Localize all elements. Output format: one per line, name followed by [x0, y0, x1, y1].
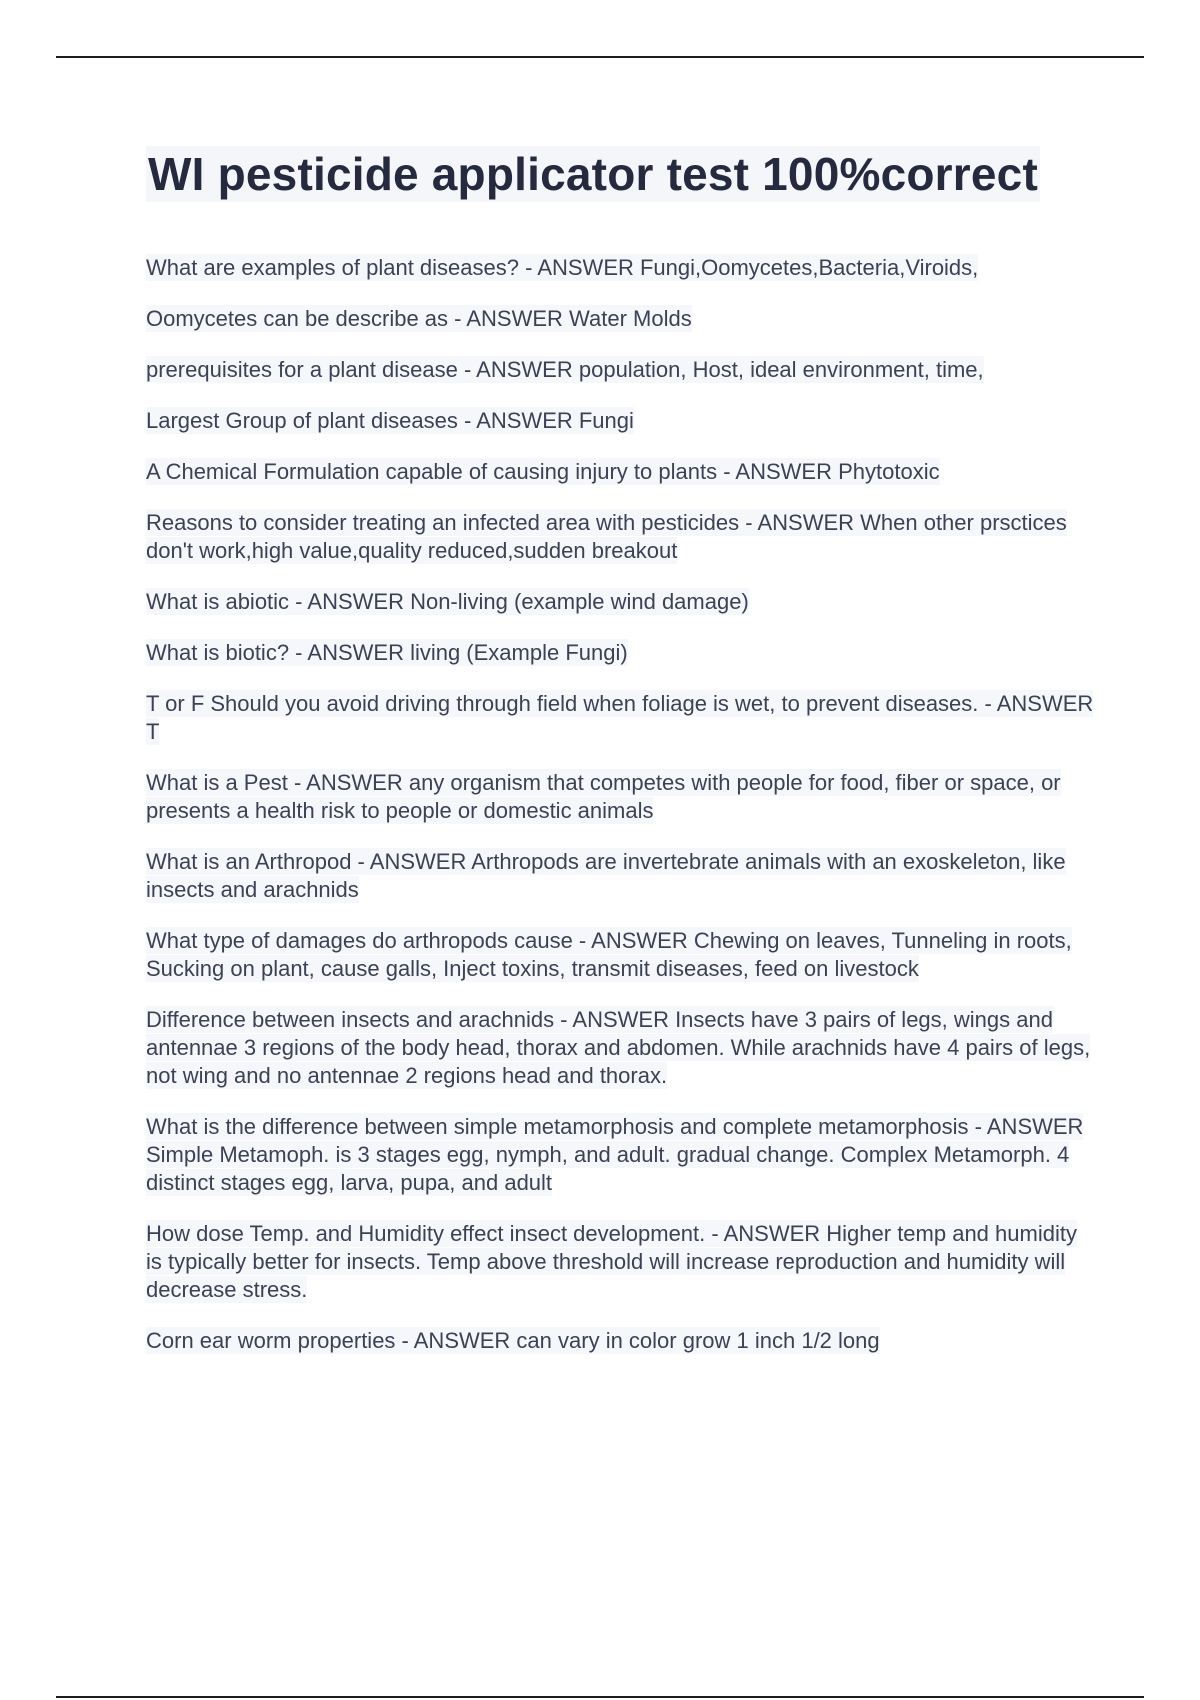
- qa-text: A Chemical Formulation capable of causing injury to plants - ANSWER Phytotoxic: [146, 459, 940, 484]
- qa-item: [146, 305, 1096, 333]
- qa-item: [146, 690, 1096, 746]
- qa-item: [146, 458, 1096, 486]
- qa-text: What are examples of plant diseases? - ANSWER Fungi,Oomycetes,Bacteria,Viroids,: [146, 255, 979, 280]
- qa-text: What is a Pest - ANSWER any organism that competes with people for food, fiber or space, or presents a health risk to people or domestic animals: [146, 770, 1061, 823]
- qa-item: [146, 927, 1096, 983]
- qa-text: prerequisites for a plant disease - ANSWER population, Host, ideal environment, time,: [146, 357, 984, 382]
- qa-text: Largest Group of plant diseases - ANSWER Fungi: [146, 408, 634, 433]
- qa-text: What type of damages do arthropods cause - ANSWER Chewing on leaves, Tunneling in roots, Sucking on plant, cause galls, Inject toxins, transmit diseases, feed on livestock: [146, 928, 1072, 981]
- qa-list: [146, 254, 1096, 1378]
- qa-item: [146, 1113, 1096, 1197]
- qa-item: [146, 639, 1096, 667]
- qa-text: What is biotic? - ANSWER living (Example Fungi): [146, 640, 628, 665]
- qa-item: [146, 1327, 1096, 1355]
- qa-text: Difference between insects and arachnids - ANSWER Insects have 3 pairs of legs, wings and antennae 3 regions of the body head, thorax and abdomen. While arachnids have 4 pairs of legs, not wing and no antennae 2 regions head and thorax.: [146, 1007, 1091, 1088]
- qa-text: Corn ear worm properties - ANSWER can vary in color grow 1 inch 1/2 long: [146, 1328, 880, 1353]
- qa-item: [146, 509, 1096, 565]
- qa-text: Reasons to consider treating an infected area with pesticides - ANSWER When other prsctices don't work,high value,quality reduced,sudden breakout: [146, 510, 1067, 563]
- header-rule: [56, 56, 1144, 58]
- qa-text: What is an Arthropod - ANSWER Arthropods are invertebrate animals with an exoskeleton, like insects and arachnids: [146, 849, 1066, 902]
- qa-item: [146, 1220, 1096, 1304]
- document-title: WI pesticide applicator test 100%correct: [148, 148, 1038, 200]
- qa-item: [146, 588, 1096, 616]
- qa-item: [146, 407, 1096, 435]
- qa-item: [146, 769, 1096, 825]
- qa-item: [146, 356, 1096, 384]
- qa-text: Oomycetes can be describe as - ANSWER Water Molds: [146, 306, 692, 331]
- qa-text: What is abiotic - ANSWER Non-living (example wind damage): [146, 589, 749, 614]
- qa-text: What is the difference between simple metamorphosis and complete metamorphosis - ANSWER Simple Metamoph. is 3 stages egg, nymph, and adult. gradual change. Complex Metamorph. 4 distinct stages egg, larva, pupa, and adult: [146, 1114, 1084, 1195]
- qa-item: [146, 1006, 1096, 1090]
- footer-rule: [56, 1696, 1144, 1698]
- qa-text: T or F Should you avoid driving through field when foliage is wet, to prevent diseases. - ANSWER T: [146, 691, 1094, 744]
- qa-item: [146, 254, 1096, 282]
- qa-item: [146, 848, 1096, 904]
- qa-text: How dose Temp. and Humidity effect insect development. - ANSWER Higher temp and humidity is typically better for insects. Temp above threshold will increase reproduction and humidity will decrease stress.: [146, 1221, 1077, 1302]
